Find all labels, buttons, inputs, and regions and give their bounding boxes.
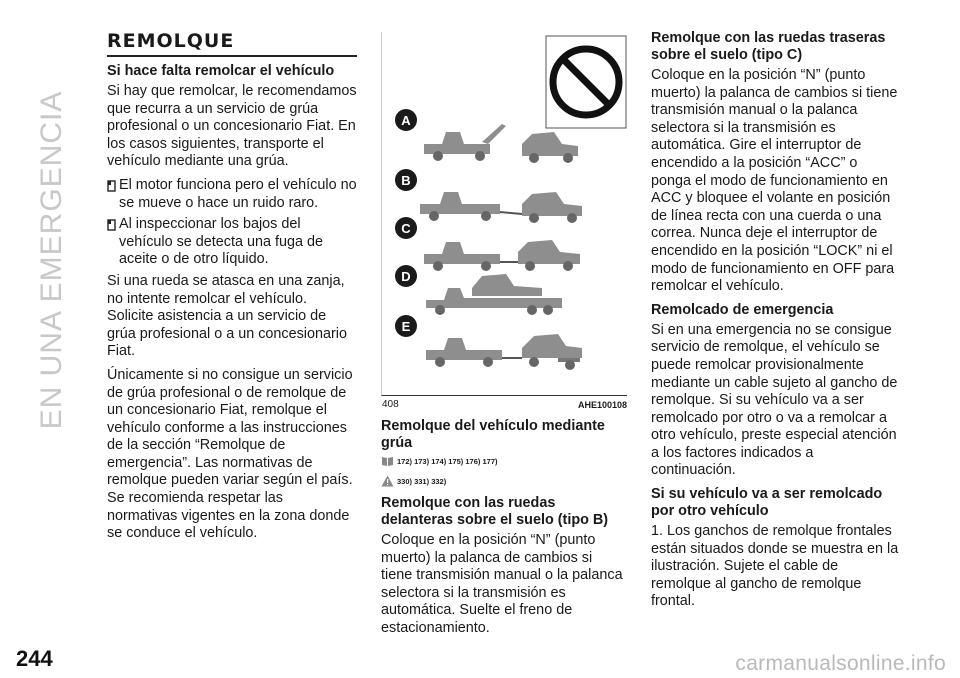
towing-scene-c bbox=[395, 217, 580, 271]
heading-towing-needed: Si hace falta remolcar el vehículo bbox=[107, 63, 335, 79]
heading-tow-truck: Remolque del vehículo mediante grúa bbox=[381, 418, 605, 451]
paragraph-type-c: Coloque en la posición “N” (punto muerto) la palanca de cambios si tiene transmisión manual o la palanca selectora si la transmisión es automática. Gire el interruptor de encendido a la posición “ACC” o ponga el modo de funcionamiento en ACC y bloquee el volante en posición de línea recta con una cuerda o una correa. Nunca deje el interruptor de encendido en la posición “LOCK” ni el modo de funcionamiento en OFF para remolcar el vehículo. bbox=[651, 67, 898, 295]
label-d: D bbox=[401, 269, 411, 284]
bullet-item-engine bbox=[107, 177, 357, 212]
bullet-text-engine: El motor funciona pero el vehículo no se mueve o hace un ruido raro. bbox=[119, 176, 357, 211]
book-note-icon bbox=[381, 455, 394, 467]
column-3 bbox=[651, 30, 901, 617]
figure-code: AHE100108 bbox=[577, 400, 627, 410]
paragraph-stuck-wheel: Si una rueda se atasca en una zanja, no intente remolcar el vehículo. Solicite asistencia a un servicio de grúa profesional o a un concesionario Fiat. bbox=[107, 272, 348, 360]
towing-scene-d bbox=[395, 265, 562, 315]
label-c: C bbox=[401, 221, 411, 236]
heading-type-c: Remolque con las ruedas traseras sobre el suelo (tipo C) bbox=[651, 30, 886, 63]
warning-icon bbox=[381, 475, 394, 487]
notes-row-2 bbox=[381, 475, 626, 487]
heading-emergency-tow: Remolcado de emergencia bbox=[651, 301, 834, 318]
notes-references-1: 172) 173) 174) 175) 176) 177) bbox=[397, 456, 498, 466]
chapter-side-label: EN UNA EMERGENCIA bbox=[35, 90, 68, 430]
heading-type-b: Remolque con las ruedas delanteras sobre el suelo (tipo B) bbox=[381, 495, 609, 528]
watermark-text: carmanualsonline.info bbox=[735, 652, 946, 675]
towing-figure bbox=[381, 32, 627, 410]
bullet-marker-icon bbox=[107, 180, 116, 192]
bullet-marker-icon bbox=[107, 219, 116, 231]
paragraph-emergency-tow: Si en una emergencia no se consigue servicio de remolque, el vehículo se puede remolcar provisionalmente mediante un cable sujeto al gancho de remolque. Si su vehículo va a ser remolcado por otro o va a remolcar a otro vehículo, preste especial atención a los factores indicados a continuación. bbox=[651, 321, 898, 479]
towing-scene-b bbox=[395, 169, 582, 223]
figure-number: 408 bbox=[382, 399, 399, 410]
towing-scene-e bbox=[395, 315, 582, 370]
paragraph-intro: Si hay que remolcar, le recomendamos que recurra a un servicio de grúa profesional o un concesionario Fiat. En los casos siguientes, transporte el vehículo mediante una grúa. bbox=[107, 83, 357, 170]
label-a: A bbox=[401, 113, 411, 128]
towing-illustration bbox=[382, 32, 627, 395]
notes-row-1 bbox=[381, 455, 626, 467]
prohibition-icon bbox=[546, 36, 626, 128]
heading-towed-by-other: Si su vehículo va a ser remolcado por otro vehículo bbox=[651, 486, 883, 520]
column-2 bbox=[381, 30, 626, 644]
bullet-item-leak bbox=[107, 216, 357, 269]
label-e: E bbox=[401, 319, 411, 334]
paragraph-emergency-ref: Únicamente si no consigue un servicio de grúa profesional o de remolque de un concesionario Fiat, remolque el vehículo conforme a las instrucciones de la sección “Remolque de emergencia”. Las normativas de remolque pueden variar según el país. Se recomienda respetar las normativas vigentes en la zona donde se conduce el vehículo. bbox=[107, 366, 353, 542]
column-1 bbox=[107, 30, 357, 549]
page-number: 244 bbox=[16, 646, 53, 671]
paragraph-front-hooks: 1. Los ganchos de remolque frontales están situados donde se muestra en la ilustración. Sujete el cable de remolque al gancho de remolque frontal. bbox=[651, 523, 899, 610]
label-b: B bbox=[401, 173, 411, 188]
paragraph-type-b: Coloque en la posición “N” (punto muerto) la palanca de cambios si tiene transmisión manual o la palanca selectora si la transmisión es automática. Suelte el freno de estacionamiento. bbox=[381, 532, 623, 636]
section-title: REMOLQUE bbox=[107, 30, 357, 57]
notes-references-2: 330) 331) 332) bbox=[397, 476, 447, 486]
bullet-text-leak: Al inspeccionar los bajos del vehículo se detecta una fuga de aceite o de otro líquido. bbox=[119, 216, 324, 268]
